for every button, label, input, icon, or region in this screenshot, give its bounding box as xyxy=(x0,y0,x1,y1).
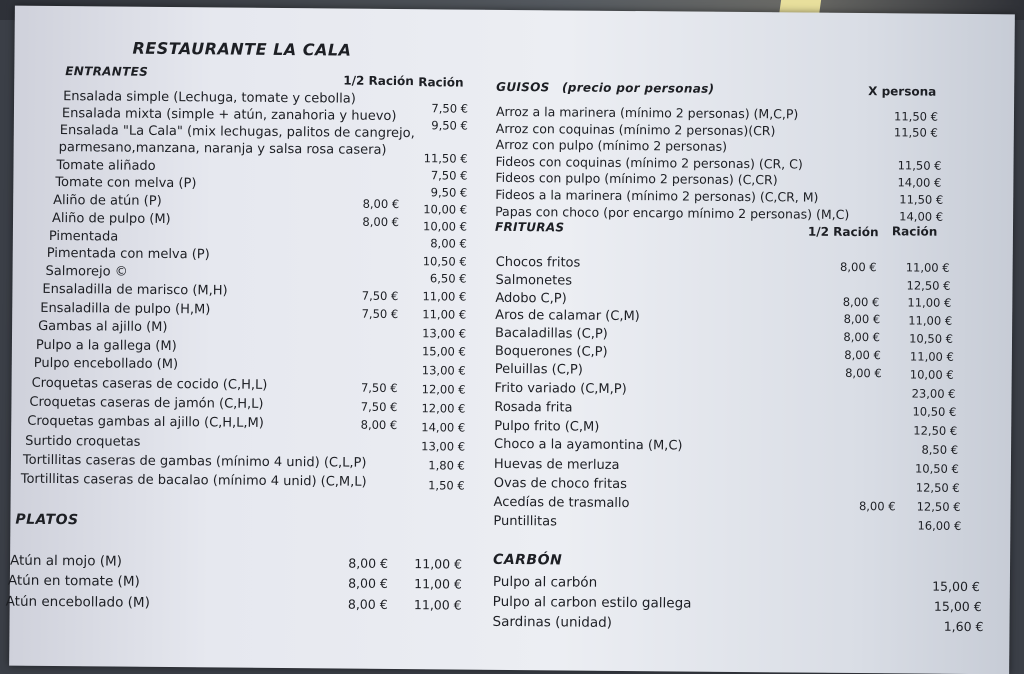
price-half: 8,00 € xyxy=(844,347,881,363)
price-half: 8,00 € xyxy=(362,196,400,212)
list-item: Pulpo al carbón xyxy=(492,573,598,591)
price-full: 10,50 € xyxy=(914,461,959,476)
guisos-heading xyxy=(496,80,714,97)
list-item: Atún encebollado (M) xyxy=(5,593,150,611)
frituras-col-half: 1/2 Ración xyxy=(807,224,879,240)
price-full: 6,50 € xyxy=(429,271,467,286)
price-person: 14,00 € xyxy=(899,209,944,224)
price-half: 8,00 € xyxy=(360,417,398,433)
price-half: 7,50 € xyxy=(360,399,398,415)
frituras-col-full: Ración xyxy=(891,224,938,239)
list-item: Choco a la ayamontina (M,C) xyxy=(494,436,683,454)
price-full: 1,80 € xyxy=(428,458,465,473)
price-full: 11,00 € xyxy=(414,576,462,592)
price-half: 8,00 € xyxy=(840,259,877,275)
list-item: Rosada frita xyxy=(494,399,573,416)
price-full: 11,00 € xyxy=(909,349,954,364)
list-item: Tortillitas caseras de gambas (mínimo 4 unid) (C,L,P) xyxy=(22,452,367,471)
list-item: Aliño de pulpo (M) xyxy=(51,210,171,228)
list-item: Papas con choco (por encargo mínimo 2 personas) (M,C) xyxy=(495,203,850,222)
list-item: Salmonetes xyxy=(495,272,573,289)
price-full: 11,00 € xyxy=(414,556,463,572)
platos-heading: PLATOS xyxy=(15,511,79,529)
entrantes-heading: ENTRANTES xyxy=(65,64,149,79)
list-item: Ovas de choco fritas xyxy=(493,475,627,493)
price-half: 8,00 € xyxy=(348,575,388,591)
list-item: Surtido croquetas xyxy=(25,433,141,450)
menu-sheet xyxy=(5,6,1015,674)
price-half: 8,00 € xyxy=(362,214,400,230)
price-half: 7,50 € xyxy=(360,380,398,396)
list-item: Gambas al ajillo (M) xyxy=(38,318,168,335)
price-full: 11,00 € xyxy=(908,313,953,328)
price-full: 11,00 € xyxy=(907,295,952,310)
price-full: 10,00 € xyxy=(909,367,954,382)
price-full: 12,50 € xyxy=(916,499,961,514)
list-item: parmesano,manzana, naranja y salsa rosa casera) xyxy=(58,140,387,158)
price-full: 11,50 € xyxy=(423,151,468,166)
price-full: 11,00 € xyxy=(422,289,467,304)
price-full: 9,50 € xyxy=(431,118,468,133)
price-full: 11,00 € xyxy=(422,307,467,322)
price-full: 10,00 € xyxy=(423,202,468,217)
frituras-heading: FRITURAS xyxy=(494,219,565,235)
price-half: 8,00 € xyxy=(347,596,388,612)
price-half: 8,00 € xyxy=(845,365,882,381)
list-item: Ensaladilla de pulpo (H,M) xyxy=(40,300,211,318)
price-full: 7,50 € xyxy=(431,101,469,116)
price-person: 11,50 € xyxy=(893,109,939,124)
price-full: 8,00 € xyxy=(430,236,467,251)
list-item: Peluillas (C,P) xyxy=(494,361,583,378)
price-half: 7,50 € xyxy=(361,306,399,322)
price-full: 1,50 € xyxy=(428,478,465,493)
list-item: Frito variado (C,M,P) xyxy=(494,380,627,398)
price-half: 8,00 € xyxy=(843,329,881,345)
list-item: Sardinas (unidad) xyxy=(492,613,613,631)
price-full: 12,00 € xyxy=(421,401,466,416)
price-full: 12,50 € xyxy=(913,423,958,438)
list-item: Fideos con pulpo (mínimo 2 personas) (C,CR) xyxy=(495,169,778,188)
restaurant-title: RESTAURANTE LA CALA xyxy=(132,38,352,60)
entrantes-col-full: Ración xyxy=(418,75,464,90)
entrantes-col-half: 1/2 Ración xyxy=(343,73,414,89)
list-item: Bacaladillas (C,P) xyxy=(494,325,608,342)
price-full: 10,50 € xyxy=(912,404,957,419)
price-full: 11,00 € xyxy=(413,597,462,613)
price: 1,60 € xyxy=(943,618,984,635)
price-full: 13,00 € xyxy=(421,363,466,378)
price-person: 11,50 € xyxy=(893,125,938,140)
guisos-subtitle: (precio por personas) xyxy=(561,80,715,96)
carbon-heading: CARBÓN xyxy=(493,551,563,569)
price-full: 7,50 € xyxy=(430,168,468,183)
list-item: Chocos fritos xyxy=(495,254,581,271)
list-item: Pulpo frito (C,M) xyxy=(494,418,600,435)
price-full: 12,50 € xyxy=(906,278,951,293)
list-item: Ensaladilla de marisco (M,H) xyxy=(42,281,228,299)
price-full: 10,50 € xyxy=(422,254,467,269)
price-half: 8,00 € xyxy=(842,294,880,310)
list-item: Pulpo encebollado (M) xyxy=(33,355,179,373)
list-item: Pulpo al carbon estilo gallega xyxy=(492,593,692,612)
price-full: 12,50 € xyxy=(915,480,960,495)
price-half: 8,00 € xyxy=(348,555,389,571)
list-item: Pulpo a la gallega (M) xyxy=(35,337,177,355)
price: 15,00 € xyxy=(932,578,980,595)
list-item: Fideos a la marinera (mínimo 2 personas) (C,CR, M) xyxy=(495,186,819,205)
list-item: Salmorejo © xyxy=(45,263,128,280)
guisos-title: GUISOS xyxy=(496,79,550,95)
list-item: Aliño de atún (P) xyxy=(53,192,162,209)
list-item: Adobo C,P) xyxy=(495,290,567,307)
list-item: Puntillitas xyxy=(493,513,557,530)
price-full: 14,00 € xyxy=(421,420,466,435)
list-item: Acedías de trasmallo xyxy=(493,494,630,512)
list-item: Ensalada "La Cala" (mix lechugas, palitos de cangrejo, xyxy=(59,123,415,142)
price-full: 13,00 € xyxy=(421,439,466,454)
price-full: 9,50 € xyxy=(430,185,468,200)
list-item: Boquerones (C,P) xyxy=(494,343,608,360)
price-full: 10,50 € xyxy=(909,331,954,346)
list-item: Atún en tomate (M) xyxy=(7,572,140,590)
price-full: 15,00 € xyxy=(421,344,466,359)
price-full: 23,00 € xyxy=(911,386,956,401)
list-item: Croquetas gambas al ajillo (C,H,L,M) xyxy=(27,413,264,431)
price-full: 11,00 € xyxy=(905,260,950,275)
price-half: 8,00 € xyxy=(858,499,896,514)
list-item: Arroz a la marinera (mínimo 2 personas) (M,C,P) xyxy=(495,103,799,122)
list-item: Huevas de merluza xyxy=(493,456,620,473)
list-item: Croquetas caseras de cocido (C,H,L) xyxy=(31,375,268,393)
list-item: Atún al mojo (M) xyxy=(9,552,123,570)
list-item: Tortillitas caseras de bacalao (mínimo 4 unid) (C,M,L) xyxy=(20,471,367,490)
price-full: 8,50 € xyxy=(921,442,959,457)
list-item: Aros de calamar (C,M) xyxy=(495,307,640,325)
list-item: Arroz con coquinas (mínimo 2 personas)(CR) xyxy=(495,120,776,139)
list-item: Tomate con melva (P) xyxy=(55,175,197,192)
price-full: 16,00 € xyxy=(917,518,962,533)
price-half: 8,00 € xyxy=(843,311,881,327)
price-full: 10,00 € xyxy=(423,219,468,234)
list-item: Tomate aliñado xyxy=(56,158,156,174)
price-half: 7,50 € xyxy=(361,288,399,304)
list-item: Ensalada simple (Lechuga, tomate y cebolla) xyxy=(63,89,356,107)
price: 15,00 € xyxy=(933,598,982,615)
guisos-col-person: X persona xyxy=(868,84,937,99)
list-item: Fideos con coquinas (mínimo 2 personas) (CR, C) xyxy=(495,153,803,172)
list-item: Pimentada con melva (P) xyxy=(46,245,210,263)
list-item: Croquetas caseras de jamón (C,H,L) xyxy=(29,394,264,412)
price-person: 14,00 € xyxy=(897,175,942,190)
price-person: 11,50 € xyxy=(899,192,944,207)
price-full: 12,00 € xyxy=(421,382,466,397)
list-item: Arroz con pulpo (mínimo 2 personas) xyxy=(495,136,728,154)
price-person: 11,50 € xyxy=(897,158,942,173)
price-full: 13,00 € xyxy=(422,326,467,341)
list-item: Ensalada mixta (simple + atún, zanahoria y huevo) xyxy=(61,106,397,124)
list-item: Pimentada xyxy=(48,228,119,245)
